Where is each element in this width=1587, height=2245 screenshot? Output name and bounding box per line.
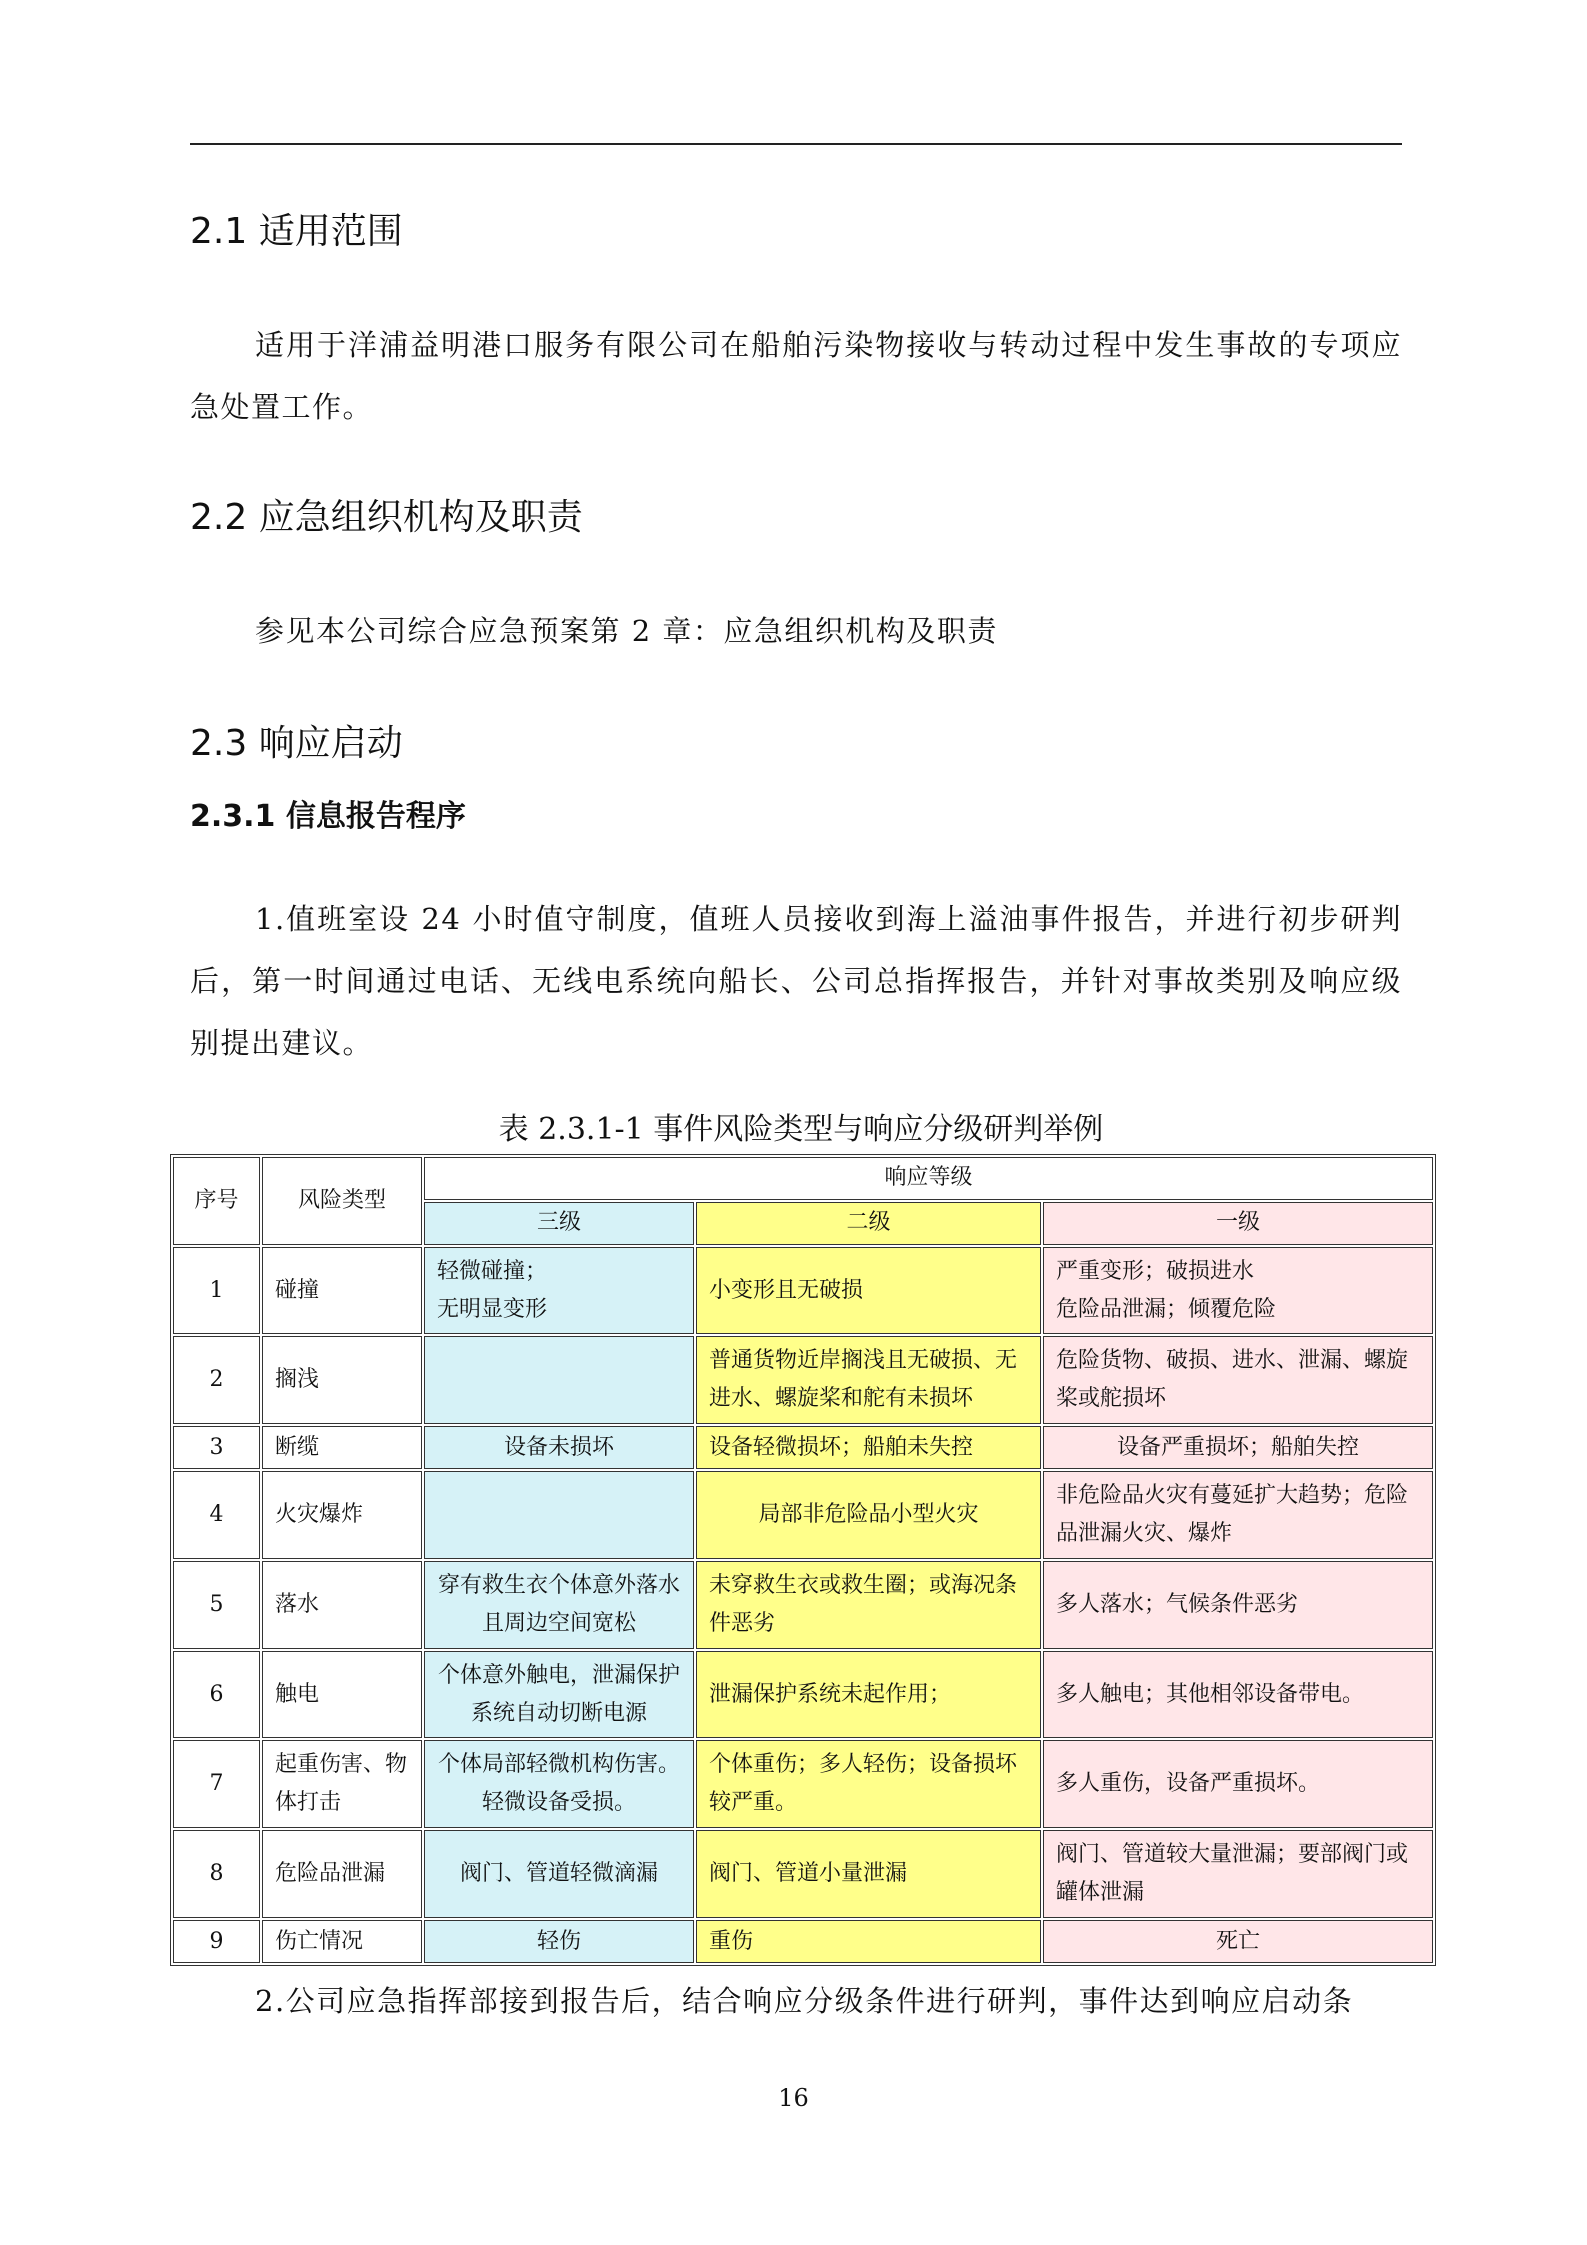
risk-type: 落水: [262, 1561, 422, 1649]
level-1-cell: 多人落水；气候条件恶劣: [1043, 1561, 1433, 1649]
page-number: 16: [778, 2084, 809, 2112]
row-number: 1: [173, 1247, 260, 1335]
table-row: [173, 1426, 1433, 1469]
level-2-cell: 泄漏保护系统未起作用；: [696, 1651, 1041, 1739]
risk-type: 断缆: [262, 1426, 422, 1469]
row-number: 6: [173, 1651, 260, 1739]
level-2-cell: 局部非危险品小型火灾: [696, 1471, 1041, 1559]
risk-response-table: [170, 1154, 1436, 1966]
level-1-cell: 危险货物、破损、进水、泄漏、螺旋桨或舵损坏: [1043, 1336, 1433, 1424]
table-row: [173, 1561, 1433, 1649]
level-3-cell: 穿有救生衣个体意外落水且周边空间宽松: [424, 1561, 694, 1649]
level-2-cell: 未穿救生衣或救生圈；或海况条件恶劣: [696, 1561, 1041, 1649]
level-2-cell: 阀门、管道小量泄漏: [696, 1830, 1041, 1918]
level-3-cell: 个体意外触电，泄漏保护系统自动切断电源: [424, 1651, 694, 1739]
level-2-cell: 小变形且无破损: [696, 1247, 1041, 1335]
level-1-cell: 阀门、管道较大量泄漏；要部阀门或罐体泄漏: [1043, 1830, 1433, 1918]
header-risk-type: 风险类型: [262, 1157, 422, 1245]
header-rule: [190, 143, 1402, 145]
section-2-2-body: 参见本公司综合应急预案第 2 章：应急组织机构及职责: [255, 614, 998, 648]
risk-type: 火灾爆炸: [262, 1471, 422, 1559]
level-2-cell: 个体重伤；多人轻伤；设备损坏较严重。: [696, 1740, 1041, 1828]
header-level-1: 一级: [1043, 1202, 1433, 1245]
level-2-cell: 设备轻微损坏；船舶未失控: [696, 1426, 1041, 1469]
level-2-cell: 重伤: [696, 1920, 1041, 1963]
header-level-2: 二级: [696, 1202, 1041, 1245]
table-row: [173, 1651, 1433, 1739]
section-2-2-title: 2.2 应急组织机构及职责: [190, 497, 583, 538]
risk-type: 危险品泄漏: [262, 1830, 422, 1918]
level-2-cell: 普通货物近岸搁浅且无破损、无进水、螺旋桨和舵有未损坏: [696, 1336, 1041, 1424]
row-number: 2: [173, 1336, 260, 1424]
section-2-1-title: 2.1 适用范围: [190, 211, 403, 252]
report-procedure-item-2: 2.公司应急指挥部接到报告后，结合响应分级条件进行研判，事件达到响应启动条: [255, 1984, 1354, 2018]
level-1-cell: 死亡: [1043, 1920, 1433, 1963]
level-1-cell: 多人触电；其他相邻设备带电。: [1043, 1651, 1433, 1739]
level-1-cell: 多人重伤，设备严重损坏。: [1043, 1740, 1433, 1828]
row-number: 5: [173, 1561, 260, 1649]
level-3-cell: 阀门、管道轻微滴漏: [424, 1830, 694, 1918]
level-3-cell: 设备未损坏: [424, 1426, 694, 1469]
table-row: [173, 1471, 1433, 1559]
row-number: 8: [173, 1830, 260, 1918]
row-number: 7: [173, 1740, 260, 1828]
table-caption: 表 2.3.1-1 事件风险类型与响应分级研判举例: [498, 1112, 1104, 1147]
level-3-cell: 轻伤: [424, 1920, 694, 1963]
section-2-1-body: 适用于洋浦益明港口服务有限公司在船舶污染物接收与转动过程中发生事故的专项应急处置工作。: [190, 328, 1402, 424]
table-row: [173, 1920, 1433, 1963]
header-level-3: 三级: [424, 1202, 694, 1245]
section-2-3-title: 2.3 响应启动: [190, 723, 403, 764]
header-no: 序号: [173, 1157, 260, 1245]
level-3-cell: 个体局部轻微机构伤害。轻微设备受损。: [424, 1740, 694, 1828]
level-3-cell: [424, 1336, 694, 1424]
level-1-cell: 设备严重损坏；船舶失控: [1043, 1426, 1433, 1469]
row-number: 9: [173, 1920, 260, 1963]
row-number: 3: [173, 1426, 260, 1469]
level-3-cell: [424, 1471, 694, 1559]
table-row: [173, 1247, 1433, 1335]
risk-type: 搁浅: [262, 1336, 422, 1424]
risk-type: 触电: [262, 1651, 422, 1739]
risk-type: 起重伤害、物体打击: [262, 1740, 422, 1828]
level-3-cell: 轻微碰撞； 无明显变形: [424, 1247, 694, 1335]
level-1-cell: 严重变形；破损进水 危险品泄漏；倾覆危险: [1043, 1247, 1433, 1335]
report-procedure-item-1: 1.值班室设 24 小时值守制度，值班人员接收到海上溢油事件报告，并进行初步研判后，第一时间通过电话、无线电系统向船长、公司总指挥报告，并针对事故类别及响应级别提出建议。: [190, 902, 1402, 1060]
level-1-cell: 非危险品火灾有蔓延扩大趋势；危险品泄漏火灾、爆炸: [1043, 1471, 1433, 1559]
risk-type: 伤亡情况: [262, 1920, 422, 1963]
table-row: [173, 1336, 1433, 1424]
table-row: [173, 1740, 1433, 1828]
table-row: [173, 1830, 1433, 1918]
risk-type: 碰撞: [262, 1247, 422, 1335]
section-2-3-1-title: 2.3.1 信息报告程序: [190, 799, 466, 834]
row-number: 4: [173, 1471, 260, 1559]
header-response-level: 响应等级: [424, 1157, 1433, 1200]
